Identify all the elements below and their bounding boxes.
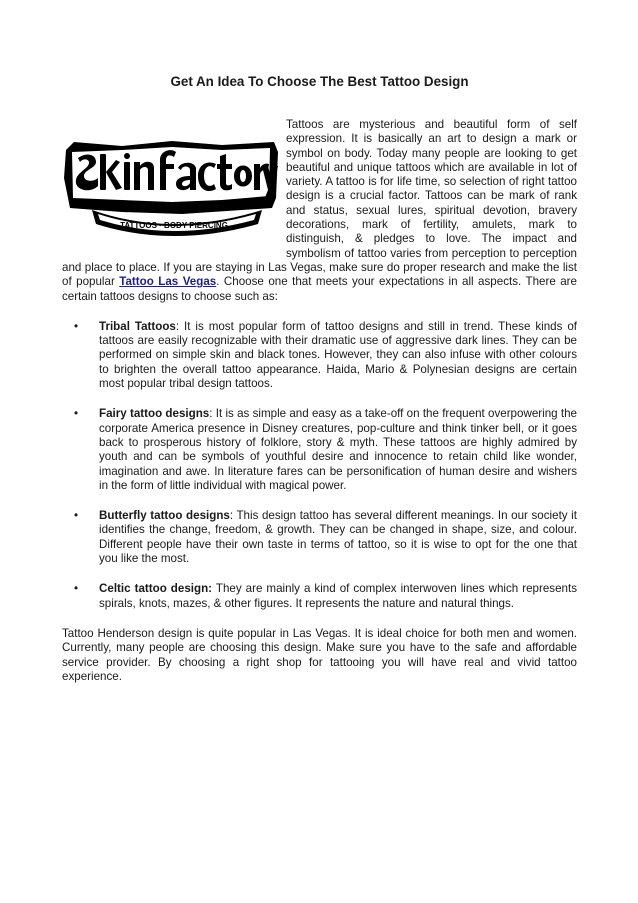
style-name: Butterfly tattoo designs [99,509,230,523]
logo-wrap-space [62,118,286,256]
list-item-butterfly [62,509,577,566]
document-title: Get An Idea To Choose The Best Tattoo Design [170,74,469,89]
bullet-icon: • [74,582,79,596]
intro-text: Tattoos are mysterious and beautiful form of self expression. It is basically an art to design a mark or symbol on body. Today many people are looking to get beautiful and unique tattoos which are available in lot of variety. A tattoo is for life time, so selection of right tattoo design is a crucial factor. Tattoos can be mark of rank and status, sexual lures, spiritual devotion, bravery decorations, mark of fertility, amulets, mark to distinguish, & pledges to love. The impact and symbolism of tattoo varies from perception to perception and place to place. If you are staying in Las Vegas, make sure do proper research and make the list of popular [62,118,577,289]
style-description: : This design tattoo has several different meanings. In our society it identifies the change, freedom, & growth. They can be changed in shape, size, and colour. Different people have their own taste in terms of tattoo, so it is wise to opt for the one that you like the most. [99,509,577,566]
style-name: Tribal Tattoos [99,319,176,333]
closing-paragraph: Tattoo Henderson design is quite popular in Las Vegas. It is ideal choice for both men and women. Currently, many people are choosing this design. Make sure you have to the safe and affordable service provider. By choosing a right shop for tattooing you will have real and vivid tattoo experience. [62,626,577,683]
list-item-celtic [62,582,577,611]
list-item-fairy [62,407,577,493]
list-item-tribal [62,320,577,391]
bullet-icon: • [74,319,79,333]
logo-banner-text: TATTOOS · BODY PIERCING [120,221,228,230]
style-description: : It is most popular form of tattoo designs and still in trend. These kinds of tattoos are easily recognizable with their dramatic use of aggressive dark lines. They can be performed on simple skin and black tones. However, they can also infuse with other colours to brighten the overall tattoo appearance. Haida, Mario & Polynesian designs are certain most popular tribal design tattoos. [99,319,577,391]
tattoo-styles-list [62,320,577,611]
tattoo-las-vegas-link[interactable]: Tattoo Las Vegas [119,275,217,289]
intro-text-end: . Choose one that meets your expectations in all aspects. There are certain tattoos designs to choose such as: [62,275,577,303]
style-description: They are mainly a kind of complex interwoven lines which represents spirals, knots, mazes, & other figures. It represents the nature and natural things. [99,582,578,610]
document-body [62,118,577,684]
bullet-icon: • [74,509,79,523]
style-name: Celtic tattoo design: [99,582,213,596]
style-description: : It is as simple and easy as a take-off on the frequent overpowering the corporate America presence in Disney creatures, pop-culture and think tinker bell, or it goes back to prosperous history of folklore, story & myth. These tattoos are highly admired by youth and can be symbols of youthful desire and innocence to retain child like wonder, imagination and awe. In literature fares can be personification of human desire and wishers in the form of little individual with magical power. [99,407,577,492]
bullet-icon: • [74,407,79,421]
style-name: Fairy tattoo designs [99,407,210,421]
